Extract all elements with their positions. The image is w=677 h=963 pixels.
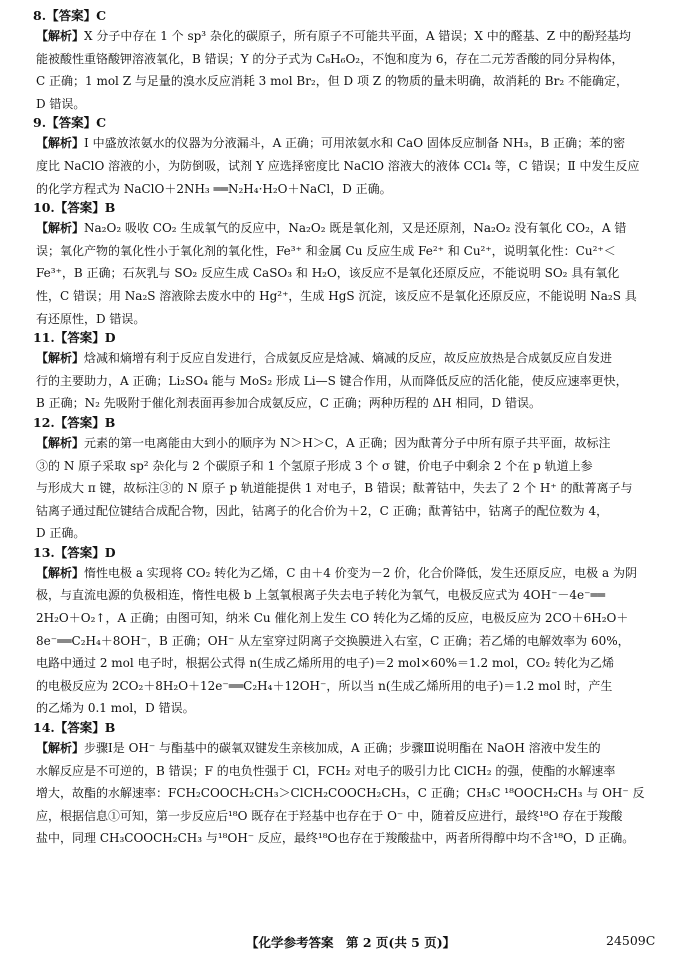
footer-code: 24509C: [606, 933, 656, 948]
analysis-tag: 【解析】: [36, 565, 85, 580]
analysis-line: [33, 262, 661, 285]
analysis-text: 8e⁻══C₂H₄＋8OH⁻，B 正确；OH⁻ 从左室穿过阴离子交换膜进入右室，C 正确；若乙烯的电解效率为 60%，: [36, 633, 630, 648]
analysis-text: 钴离子通过配位键结合成配合物，因此，钴离子的化合价为＋2，C 正确；酞菁钴中，钴离子的配位数为 4，: [36, 503, 609, 518]
answer-letter: B: [104, 414, 116, 430]
analysis-text: ③的 N 原子采取 sp² 杂化与 2 个碳原子和 1 个氢原子形成 3 个 σ 键，价电子中剩余 2 个在 p 轨道上参: [36, 458, 593, 473]
analysis-tag: 【解析】: [36, 29, 85, 43]
analysis-text: 惰性电极 a 实现将 CO₂ 转化为乙烯，C 由＋4 价变为－2 价，化合价降低，发生还原反应，电极 a 为阴: [84, 565, 637, 580]
answer-tag: 【答案】: [46, 115, 97, 131]
analysis-line: [33, 347, 661, 370]
analysis-paragraph: [33, 432, 661, 545]
analysis-text: 应，根据信息①可知，第一步反应后¹⁸O 既存在于羟基中也存在于 O⁻ 中，随着反应进行，最终¹⁸O 存在于羧酸: [36, 808, 623, 823]
question-number: 8.: [33, 8, 47, 23]
analysis-text: 步骤Ⅰ是 OH⁻ 与酯基中的碳氧双键发生亲核加成，A 正确；步骤Ⅲ说明酯在 NaOH 溶液中发生的: [84, 741, 601, 756]
analysis-text: 电路中通过 2 mol 电子时，根据公式得 n(生成乙烯所用的电子)＝2 mol×60%＝1.2 mol，CO₂ 转化为乙烯: [36, 656, 615, 671]
analysis-text: Fe³⁺，B 正确；石灰乳与 SO₂ 反应生成 CaSO₃ 和 H₂O，该反应不是氧化还原反应，不能说明 SO₂ 具有氧化: [36, 266, 620, 281]
analysis-line: [33, 93, 661, 116]
analysis-tag: 【解析】: [36, 435, 85, 450]
question-block: [33, 8, 661, 115]
analysis-line: [33, 737, 661, 760]
analysis-text: Ⅰ 中盛放浓氨水的仪器为分液漏斗，A 正确；可用浓氨水和 CaO 固体反应制备 NH₃，B 正确；苯的密: [84, 136, 626, 151]
analysis-paragraph: [33, 347, 661, 415]
analysis-line: [33, 240, 661, 263]
analysis-text: 度比 NaClO 溶液的小，为防倒吸，试剂 Y 应选择密度比 NaClO 溶液大的液体 CCl₄ 等，C 错误；Ⅱ 中发生反应: [36, 158, 640, 173]
analysis-text: 的电极反应为 2CO₂＋8H₂O＋12e⁻══C₂H₄＋12OH⁻，所以当 n(生成乙烯所用的电子)＝1.2 mol 时，产生: [36, 678, 613, 693]
answer-line: [33, 115, 661, 132]
analysis-paragraph: [33, 25, 661, 115]
answer-letter: D: [104, 544, 116, 560]
analysis-text: 误；氧化产物的氧化性小于氧化剂的氧化性，Fe³⁺ 和金属 Cu 反应生成 Fe²⁺ 和 Cu²⁺，说明氧化性：Cu²⁺＜: [36, 243, 616, 258]
answer-line: [33, 545, 661, 562]
analysis-line: [33, 477, 661, 500]
answer-line: [33, 200, 661, 217]
answer-letter: D: [104, 330, 116, 346]
footer-title: 【化学参考答案 第 2 页(共 5 页)】: [246, 935, 456, 950]
answer-line: [33, 330, 661, 347]
analysis-text: 极，与直流电源的负极相连，惰性电极 b 上氢氧根离子失去电子转化为氧气，电极反应式为 4OH⁻－4e⁻══: [36, 588, 605, 603]
question-block: [33, 545, 661, 720]
analysis-line: [33, 178, 661, 201]
analysis-line: [33, 630, 661, 653]
analysis-text: 焓减和熵增有利于反应自发进行，合成氨反应是焓减、熵减的反应，故反应放热是合成氨反应自发进: [84, 351, 613, 366]
analysis-paragraph: [33, 562, 661, 720]
question-block: [33, 115, 661, 200]
analysis-text: X 分子中存在 1 个 sp³ 杂化的碳原子，所有原子不可能共平面，A 错误；X 中的醛基、Z 中的酚羟基均: [84, 29, 631, 43]
analysis-line: [33, 675, 661, 698]
answer-line: [33, 415, 661, 432]
answer-tag: 【答案】: [54, 200, 105, 216]
answer-letter: C: [96, 115, 107, 131]
question-block: [33, 200, 661, 330]
answer-letter: B: [104, 200, 116, 216]
analysis-tag: 【解析】: [36, 136, 85, 151]
analysis-tag: 【解析】: [36, 221, 85, 236]
analysis-text: C 正确；1 mol Z 与足量的溴水反应消耗 3 mol Br₂，但 D 项 Z 的物质的量未明确，故消耗的 Br₂ 不能确定，: [36, 74, 628, 89]
analysis-line: [33, 70, 661, 93]
answer-tag: 【答案】: [54, 720, 105, 736]
analysis-text: 能被酸性重铬酸钾溶液氧化，B 错误；Y 的分子式为 C₈H₆O₂，不饱和度为 6，存在二元芳香酸的同分异构体，: [36, 51, 624, 66]
question-number: 14.: [33, 720, 55, 736]
analysis-line: [33, 217, 661, 240]
analysis-text: D 正确。: [36, 526, 86, 541]
answer-line: [33, 720, 661, 737]
analysis-line: [33, 308, 661, 331]
analysis-text: 行的主要助力，A 正确；Li₂SO₄ 能与 MoS₂ 形成 Li—S 键合作用，从而降低反应的活化能，使反应速率更快，: [36, 373, 628, 388]
analysis-line: [33, 697, 661, 720]
analysis-text: 性，C 错误；用 Na₂S 溶液除去废水中的 Hg²⁺，生成 HgS 沉淀，该反应不是氧化还原反应，不能说明 Na₂S 具: [36, 288, 637, 303]
answer-letter: C: [96, 8, 107, 23]
answer-line: [33, 8, 661, 25]
analysis-line: [33, 25, 661, 48]
analysis-text: 与形成大 π 键，故标注③的 N 原子 p 轨道能提供 1 对电子，B 错误；酞菁钴中，失去了 2 个 H⁺ 的酞菁离子与: [36, 481, 633, 496]
question-number: 13.: [33, 544, 55, 560]
analysis-text: 的化学方程式为 NaClO＋2NH₃ ══N₂H₄·H₂O＋NaCl，D 正确。: [36, 181, 392, 196]
analysis-line: [33, 782, 661, 805]
analysis-tag: 【解析】: [36, 351, 85, 366]
analysis-line: [33, 607, 661, 630]
analysis-line: [33, 584, 661, 607]
analysis-line: [33, 455, 661, 478]
question-number: 9.: [33, 115, 47, 131]
answer-content: [33, 8, 661, 850]
analysis-line: [33, 522, 661, 545]
analysis-tag: 【解析】: [36, 741, 85, 756]
analysis-line: [33, 760, 661, 783]
answer-letter: B: [104, 720, 116, 736]
analysis-line: [33, 562, 661, 585]
analysis-line: [33, 805, 661, 828]
question-number: 10.: [33, 200, 55, 216]
analysis-line: [33, 827, 661, 850]
analysis-text: D 错误。: [36, 96, 86, 111]
question-number: 12.: [33, 414, 55, 430]
analysis-line: [33, 132, 661, 155]
analysis-line: [33, 370, 661, 393]
analysis-line: [33, 155, 661, 178]
question-block: [33, 720, 661, 850]
question-block: [33, 330, 661, 415]
question-number: 11.: [33, 330, 55, 346]
answer-tag: 【答案】: [46, 8, 97, 23]
answer-tag: 【答案】: [54, 330, 105, 346]
analysis-text: 2H₂O＋O₂↑，A 正确；由图可知，纳米 Cu 催化剂上发生 CO 转化为乙烯的反应，电极反应为 2CO＋6H₂O＋: [36, 611, 629, 626]
analysis-text: Na₂O₂ 吸收 CO₂ 生成氧气的反应中，Na₂O₂ 既是氧化剂，又是还原剂，Na₂O₂ 没有氧化 CO₂，A 错: [84, 221, 627, 236]
analysis-paragraph: [33, 217, 661, 330]
analysis-text: 盐中，同理 CH₃COOCH₂CH₃ 与¹⁸OH⁻ 反应，最终¹⁸O也存在于羧酸盐中，两者所得醇中均不含¹⁸O，D 正确。: [36, 831, 635, 846]
analysis-text: 元素的第一电离能由大到小的顺序为 N＞H＞C，A 正确；因为酞菁分子中所有原子共平面，故标注: [84, 435, 611, 450]
analysis-paragraph: [33, 737, 661, 850]
page-footer: [0, 933, 677, 953]
analysis-text: 增大，故酯的水解速率：FCH₂COOCH₂CH₃＞ClCH₂COOCH₂CH₃，C 正确；CH₃C ¹⁸OOCH₂CH₃ 与 OH⁻ 反: [36, 786, 645, 801]
analysis-text: 有还原性，D 错误。: [36, 311, 146, 326]
analysis-paragraph: [33, 132, 661, 200]
question-block: [33, 415, 661, 545]
answer-tag: 【答案】: [54, 414, 105, 430]
analysis-text: 水解反应是不可逆的，B 错误；F 的电负性强于 Cl，FCH₂ 对电子的吸引力比 ClCH₂ 的强，使酯的水解速率: [36, 763, 616, 778]
analysis-text: B 正确；N₂ 先吸附于催化剂表面再参加合成氨反应，C 正确；两种历程的 ΔH 相同，D 错误。: [36, 396, 541, 411]
analysis-line: [33, 48, 661, 71]
analysis-text: 的乙烯为 0.1 mol，D 错误。: [36, 701, 195, 716]
analysis-line: [33, 285, 661, 308]
analysis-line: [33, 432, 661, 455]
analysis-line: [33, 500, 661, 523]
answer-tag: 【答案】: [54, 544, 105, 560]
analysis-line: [33, 652, 661, 675]
analysis-line: [33, 392, 661, 415]
